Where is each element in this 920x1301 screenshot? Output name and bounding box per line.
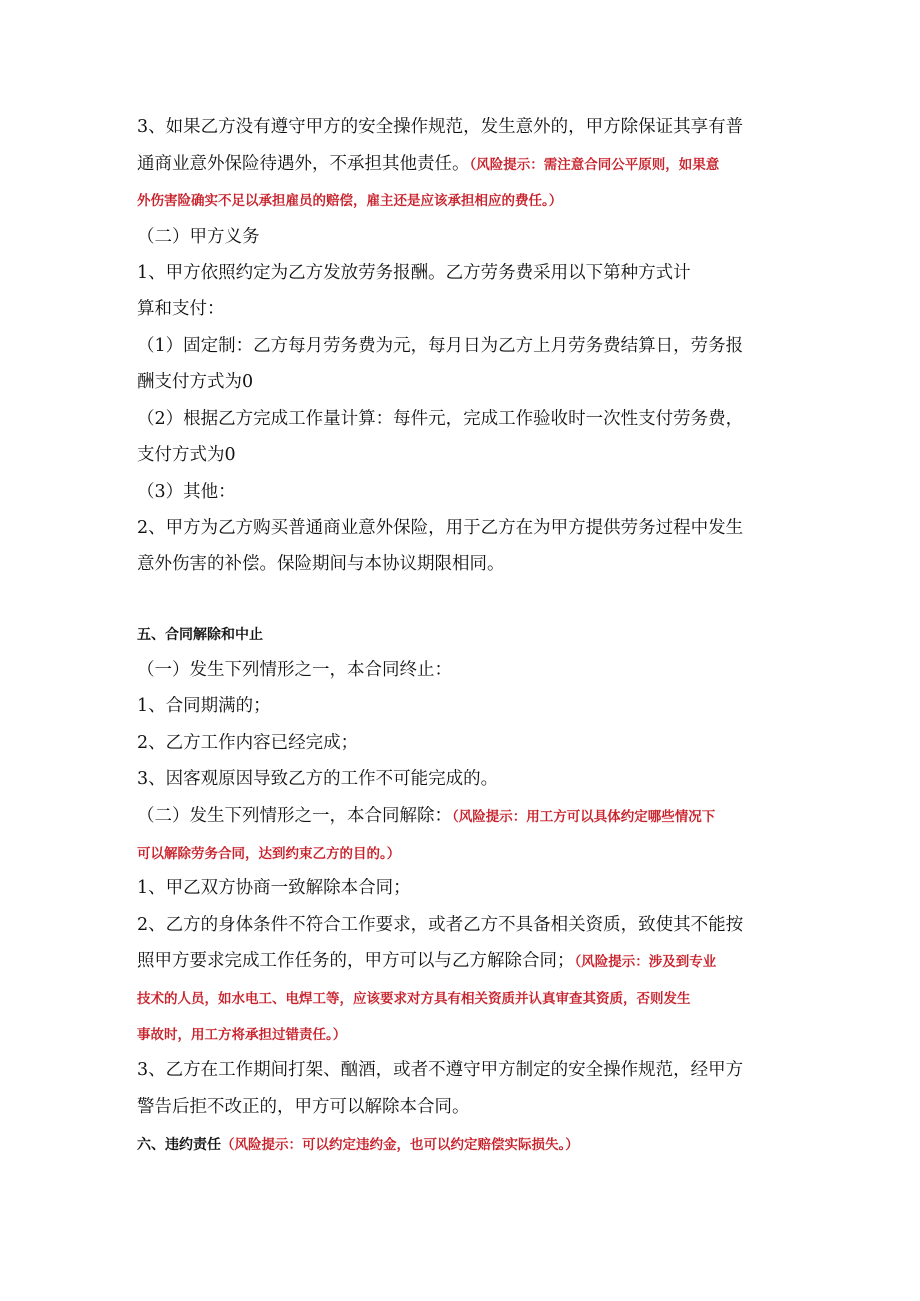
- termination-item-2: 2、乙方工作内容已经完成；: [137, 733, 359, 753]
- rescission-item-2-line-1: 2、乙方的身体条件不符合工作要求，或者乙方不具备相关资质，致使其不能按: [137, 915, 744, 935]
- risk-note: （风险提示：涉及到专业: [574, 954, 717, 970]
- termination-intro: （一）发生下列情形之一，本合同终止：: [137, 660, 452, 680]
- option-1-line-2: 酬支付方式为0: [137, 372, 254, 392]
- section-heading-liability: 六、违约责任（风险提示：可以约定违约金，也可以约定赔偿实际损失。）: [137, 1137, 579, 1153]
- rescission-item-2-line-2: 照甲方要求完成工作任务的，甲方可以与乙方解除合同；（风险提示：涉及到专业: [137, 951, 717, 971]
- option-3: （3）其他：: [137, 482, 236, 502]
- clause-3-line-1: 3、如果乙方没有遵守甲方的安全操作规范，发生意外的，甲方除保证其享有普: [137, 117, 744, 137]
- section-heading-termination: 五、合同解除和中止: [137, 627, 263, 643]
- rescission-item-1: 1、甲乙双方协商一致解除本合同；: [137, 878, 411, 898]
- risk-note-line: 外伤害险确实不足以承担雇员的赔偿，雇主还是应该承担相应的费任。）: [137, 193, 563, 209]
- section-heading-party-a-duties: （二）甲方义务: [137, 227, 260, 247]
- risk-note-line: 技术的人员，如水电工、电焊工等，应该要求对方具有相关资质并认真审查其资质，否则发生: [137, 991, 691, 1007]
- rescission-item-3-line-1: 3、乙方在工作期间打架、酗酒，或者不遵守甲方制定的安全操作规范，经甲方: [137, 1060, 744, 1080]
- duty-1-line-2: 算和支付：: [137, 299, 225, 319]
- clause-3-line-2: 通商业意外保险待遇外，不承担其他责任。（风险提示：需注意合同公平原则，如果意: [137, 154, 720, 174]
- option-2-line-2: 支付方式为0: [137, 445, 236, 465]
- risk-note: （风险提示：需注意合同公平原则，如果意: [469, 157, 720, 173]
- risk-note-line: 事故时，用工方将承担过错责任。）: [137, 1027, 347, 1043]
- rescission-item-3-line-2: 警告后拒不改正的，甲方可以解除本合同。: [137, 1097, 470, 1117]
- termination-item-1: 1、合同期满的；: [137, 696, 271, 716]
- duty-2-line-1: 2、甲方为乙方购买普通商业意外保险，用于乙方在为甲方提供劳务过程中发生: [137, 518, 744, 538]
- termination-item-3: 3、因客观原因导致乙方的工作不可能完成的。: [137, 769, 499, 789]
- rescission-intro: （二）发生下列情形之一，本合同解除：（风险提示：用工方可以具体约定哪些情况下: [137, 806, 716, 826]
- duty-1-line-1: 1、甲方依照约定为乙方发放劳务报酬。乙方劳务费采用以下第种方式计: [137, 263, 691, 283]
- risk-note-line: 可以解除劳务合同，达到约束乙方的目的。）: [137, 846, 401, 862]
- risk-note: （风险提示：用工方可以具体约定哪些情况下: [452, 809, 716, 825]
- option-1-line-1: （1）固定制：乙方每月劳务费为元，每月日为乙方上月劳务费结算日，劳务报: [137, 336, 744, 356]
- option-2-line-1: （2）根据乙方完成工作量计算：每件元，完成工作验收时一次性支付劳务费，: [137, 409, 744, 429]
- duty-2-line-2: 意外伤害的补偿。保险期间与本协议期限相同。: [137, 554, 505, 574]
- risk-note: （风险提示：可以约定违约金，也可以约定赔偿实际损失。）: [221, 1137, 579, 1153]
